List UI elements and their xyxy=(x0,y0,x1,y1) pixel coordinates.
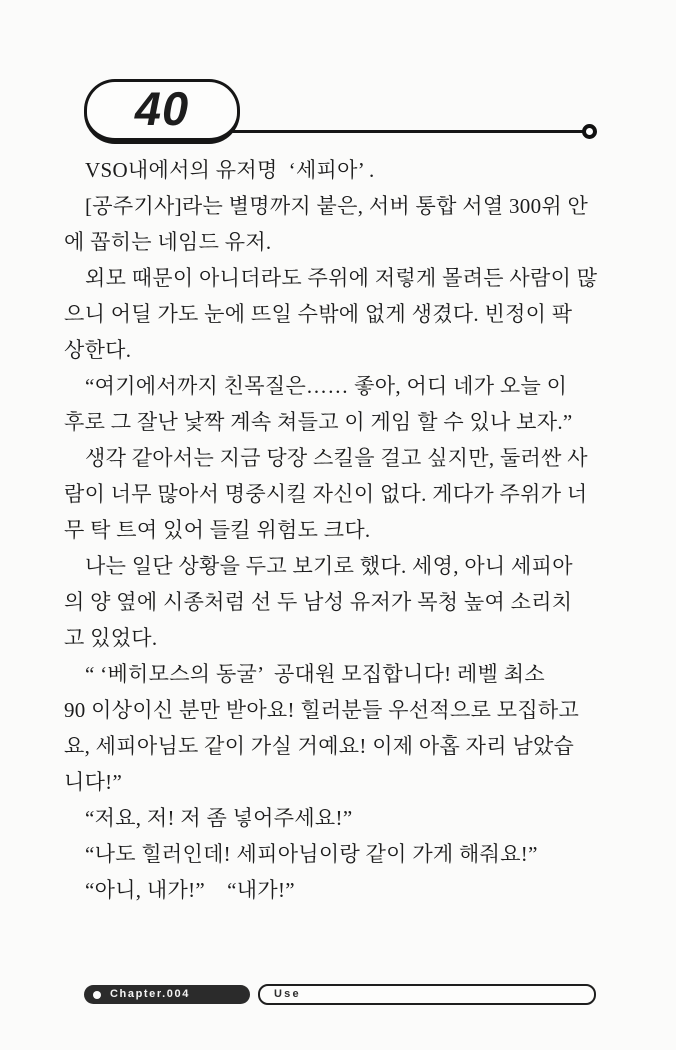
body-text xyxy=(64,152,616,908)
text-line: “ ‘베히모스의 동굴’ 공대원 모집합니다! 레벨 최소 xyxy=(85,662,545,686)
page-number-badge xyxy=(84,79,240,144)
text-line: 람이 너무 많아서 명중시킬 자신이 없다. 게다가 주위가 너 xyxy=(64,482,588,506)
text-line: “저요, 저! 저 좀 넣어주세요!” xyxy=(85,806,353,830)
text-line: 니다!” xyxy=(64,770,123,794)
header-rule-end-icon xyxy=(582,124,597,139)
text-line: 고 있었다. xyxy=(64,626,158,650)
chapter-badge xyxy=(84,985,250,1004)
text-line: “여기에서까지 친목질은…… 좋아, 어디 네가 오늘 이 xyxy=(85,374,568,398)
text-line: 상한다. xyxy=(64,338,132,362)
text-line: 으니 어딜 가도 눈에 뜨일 수밖에 없게 생겼다. 빈정이 팍 xyxy=(64,302,573,326)
chapter-label: Chapter.004 xyxy=(110,988,190,1000)
bullet-dot-icon xyxy=(93,991,101,999)
header-rule xyxy=(232,130,584,133)
text-line: 후로 그 잘난 낯짝 계속 쳐들고 이 게임 할 수 있나 보자.” xyxy=(64,410,573,434)
text-line: 무 탁 트여 있어 들킬 위험도 크다. xyxy=(64,518,371,542)
text-line: 생각 같아서는 지금 당장 스킬을 걸고 싶지만, 둘러싼 사 xyxy=(85,446,588,470)
text-line: 요, 세피아님도 같이 가실 거예요! 이제 아홉 자리 남았습 xyxy=(64,734,575,758)
page-number: 40 xyxy=(134,81,190,135)
text-line: VSO내에서의 유저명 ‘세피아’ . xyxy=(85,158,375,182)
text-line: [공주기사]라는 별명까지 붙은, 서버 통합 서열 300위 안 xyxy=(85,194,589,218)
text-line: 의 양 옆에 시종처럼 선 두 남성 유저가 목청 높여 소리치 xyxy=(64,590,573,614)
text-line: “나도 힐러인데! 세피아님이랑 같이 가게 해줘요!” xyxy=(85,842,538,866)
text-line: “아니, 내가!” “내가!” xyxy=(85,878,295,902)
text-line: 외모 때문이 아니더라도 주위에 저렇게 몰려든 사람이 많 xyxy=(85,266,598,290)
text-line: 에 꼽히는 네임드 유저. xyxy=(64,230,272,254)
text-line: 90 이상이신 분만 받아요! 힐러분들 우선적으로 모집하고 xyxy=(64,698,580,722)
running-title-box xyxy=(258,984,596,1005)
running-title-label: Use xyxy=(274,988,301,1000)
text-line: 나는 일단 상황을 두고 보기로 했다. 세영, 아니 세피아 xyxy=(85,554,573,578)
